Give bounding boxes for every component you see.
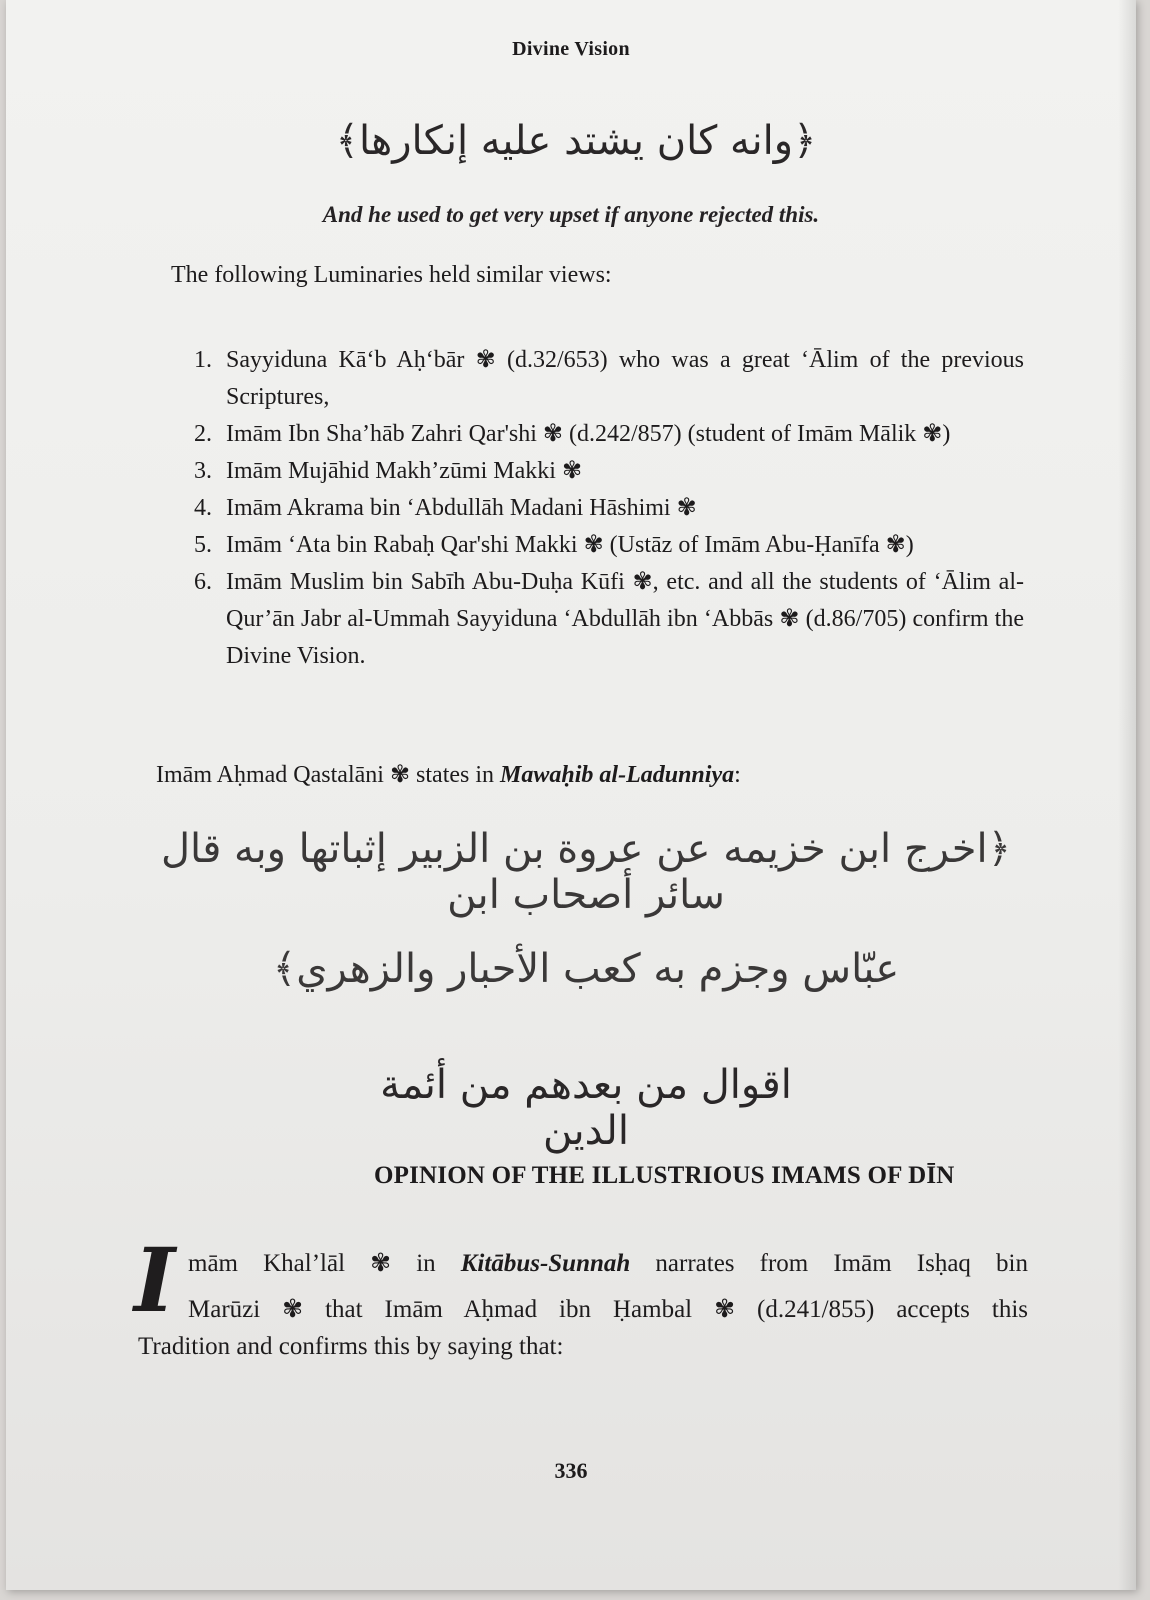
list-item-number: 3. <box>194 458 212 484</box>
list-item-number: 5. <box>194 532 212 558</box>
paragraph-line-2: Marūzi ✾ that Imām Aḥmad ibn Ḥambal ✾ (d.241/855) accepts this <box>188 1296 1028 1323</box>
arabic-quote-1: ﴿وانه كان يشتد عليه إنكارها﴾ <box>335 118 817 164</box>
list-item-text: Imām Akrama bin ‘Abdullāh Madani Hāshimi ✾ <box>226 495 697 521</box>
list-item-number: 1. <box>194 347 212 373</box>
list-item-number: 2. <box>194 421 212 447</box>
list-item <box>194 564 1024 675</box>
list-item <box>194 527 1024 564</box>
book-title: Mawaḥib al-Ladunniya <box>500 762 735 788</box>
paragraph-line-1 <box>188 1248 1028 1278</box>
drop-cap: I <box>134 1228 176 1332</box>
arabic-quote-2-line-2: عبّاس وجزم به كعب الأحبار والزهري﴾ <box>272 946 900 992</box>
section-heading: OPINION OF THE ILLUSTRIOUS IMAMS OF DĪN <box>374 1162 955 1189</box>
luminaries-list <box>194 342 1024 675</box>
page-number: 336 <box>554 1458 588 1483</box>
book-page <box>6 0 1136 1590</box>
arabic-quote-2-line-1: ﴿اخرج ابن خزيمه عن عروة بن الزبير إثباتها وبه قال سائر أصحاب ابن <box>160 826 1012 918</box>
list-item-text: Imām Mujāhid Makh’zūmi Makki ✾ <box>226 458 583 484</box>
list-item-number: 4. <box>194 495 212 521</box>
list-item <box>194 490 1024 527</box>
list-item-text: Sayyiduna Kā‘b Aḥ‘bār ✾ (d.32/653) who was a great ‘Ālim of the previous Scriptures, <box>226 347 1024 410</box>
qastalani-line <box>156 760 741 789</box>
paragraph-text: mām Khal’lāl ✾ in <box>188 1250 461 1277</box>
qastalani-line-text: Imām Aḥmad Qastalāni ✾ states in <box>156 762 501 788</box>
list-item <box>194 416 1024 453</box>
list-item <box>194 342 1024 416</box>
list-item <box>194 453 1024 490</box>
paragraph-line-3: Tradition and confirms this by saying that: <box>138 1333 564 1360</box>
translation: And he used to get very upset if anyone rejected this. <box>322 202 820 227</box>
qastalani-line-colon: : <box>734 762 741 788</box>
running-head: Divine Vision <box>512 38 630 60</box>
paragraph-text: narrates from Imām Isḥaq bin <box>630 1250 1028 1277</box>
intro-text: The following Luminaries held similar views: <box>171 262 612 288</box>
arabic-section-heading: اقوال من بعدهم من أئمة الدين <box>380 1062 792 1154</box>
list-item-text: Imām Ibn Sha’hāb Zahri Qar'shi ✾ (d.242/857) (student of Imām Mālik ✾) <box>226 421 951 447</box>
list-item-text: Imām Muslim bin Sabīh Abu-Duḥa Kūfi ✾, etc. and all the students of ‘Ālim al-Qur’ān Jabr al-Ummah Sayyiduna ‘Abdullāh ibn ‘Abbās ✾ (d.86/705) confirm the Divine Vision. <box>226 569 1024 669</box>
kitabus-sunnah-title: Kitābus-Sunnah <box>460 1250 631 1277</box>
list-item-text: Imām ‘Ata bin Rabaḥ Qar'shi Makki ✾ (Ustāz of Imām Abu-Ḥanīfa ✾) <box>226 532 914 558</box>
list-item-number: 6. <box>194 569 212 595</box>
